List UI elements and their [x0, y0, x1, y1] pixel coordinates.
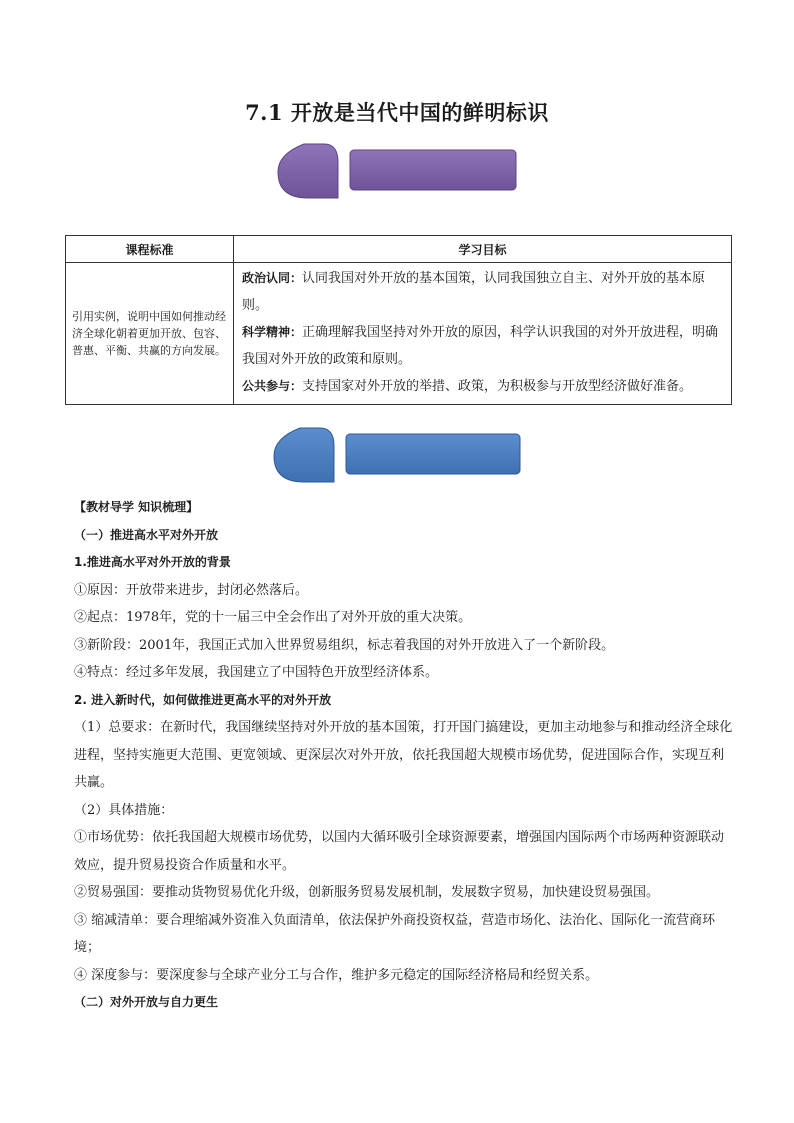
banner-bar-shape [346, 434, 520, 474]
paragraph: ①原因：开放带来进步，封闭必然落后。 [74, 582, 309, 598]
paragraph: ①市场优势：依托我国超大规模市场优势，以国内大循环吸引全球资源要素，增强国内国际两个市场两种资源联动效应，提升贸易投资合作质量和水平。 [74, 830, 725, 873]
standard-text: 引用实例，说明中国如何推动经济全球化朝着更加开放、包容、普惠、平衡、共赢的方向发展。 [66, 263, 234, 405]
paragraph: （2）具体措施： [74, 802, 174, 818]
goal-public: 公共参与：支持国家对外开放的举措、政策，为积极参与开放型经济做好准备。 [242, 379, 693, 394]
paragraph: ②起点：1978年，党的十一届三中全会作出了对外开放的重大决策。 [74, 610, 472, 625]
sub-heading-2: 2. 进入新时代，如何做推进更高水平的对外开放 [74, 692, 332, 707]
paragraph: ②贸易强国：要推动货物贸易优化升级，创新服务贸易发展机制，发展数字贸易，加快建设贸易强国。 [74, 885, 660, 900]
goal-political: 政治认同：认同我国对外开放的基本国策，认同我国独立自主、对外开放的基本原则。 [242, 271, 706, 313]
banner-teardrop-shape [274, 428, 334, 482]
section-heading-2: （二）对外开放与自力更生 [74, 995, 219, 1009]
paragraph: （1）总要求：在新时代，我国继续坚持对外开放的基本国策，打开国门搞建设，更加主动地参与和推动经济全球化进程，坚持实施更大范围、更宽领域、更深层次对外开放，依托我国超大规模市场优势，促进国际合作，实现互利共赢。 [74, 720, 733, 790]
paragraph: ④特点：经过多年发展，我国建立了中国特色开放型经济体系。 [74, 665, 439, 680]
section-banner-blue [270, 424, 524, 486]
curriculum-table [65, 235, 732, 405]
content-body [74, 494, 734, 1017]
section-banner-purple [274, 140, 520, 202]
section-heading-1: （一）推进高水平对外开放 [74, 527, 219, 542]
header-standard: 课程标准 [66, 236, 234, 263]
guide-heading: 【教材导学 知识梳理】 [74, 500, 199, 514]
banner-teardrop-shape [278, 144, 338, 198]
page-title: 7.1 开放是当代中国的鲜明标识 [245, 100, 549, 125]
goal-science: 科学精神：正确理解我国坚持对外开放的原因，科学认识我国的对外开放进程，明确我国对外开放的政策和原则。 [242, 325, 719, 367]
header-goals: 学习目标 [234, 236, 732, 263]
banner-bar-shape [350, 150, 516, 190]
paragraph: ③ 缩减清单：要合理缩减外资准入负面清单，依法保护外商投资权益，营造市场化、法治化、国际化一流营商环境； [74, 912, 716, 955]
paragraph: ④ 深度参与：要深度参与全球产业分工与合作，维护多元稳定的国际经济格局和经贸关系。 [74, 967, 599, 983]
sub-heading-1: 1.推进高水平对外开放的背景 [74, 555, 231, 569]
paragraph: ③新阶段：2001年，我国正式加入世界贸易组织，标志着我国的对外开放进入了一个新阶段。 [74, 637, 615, 653]
goals-cell [234, 263, 732, 405]
